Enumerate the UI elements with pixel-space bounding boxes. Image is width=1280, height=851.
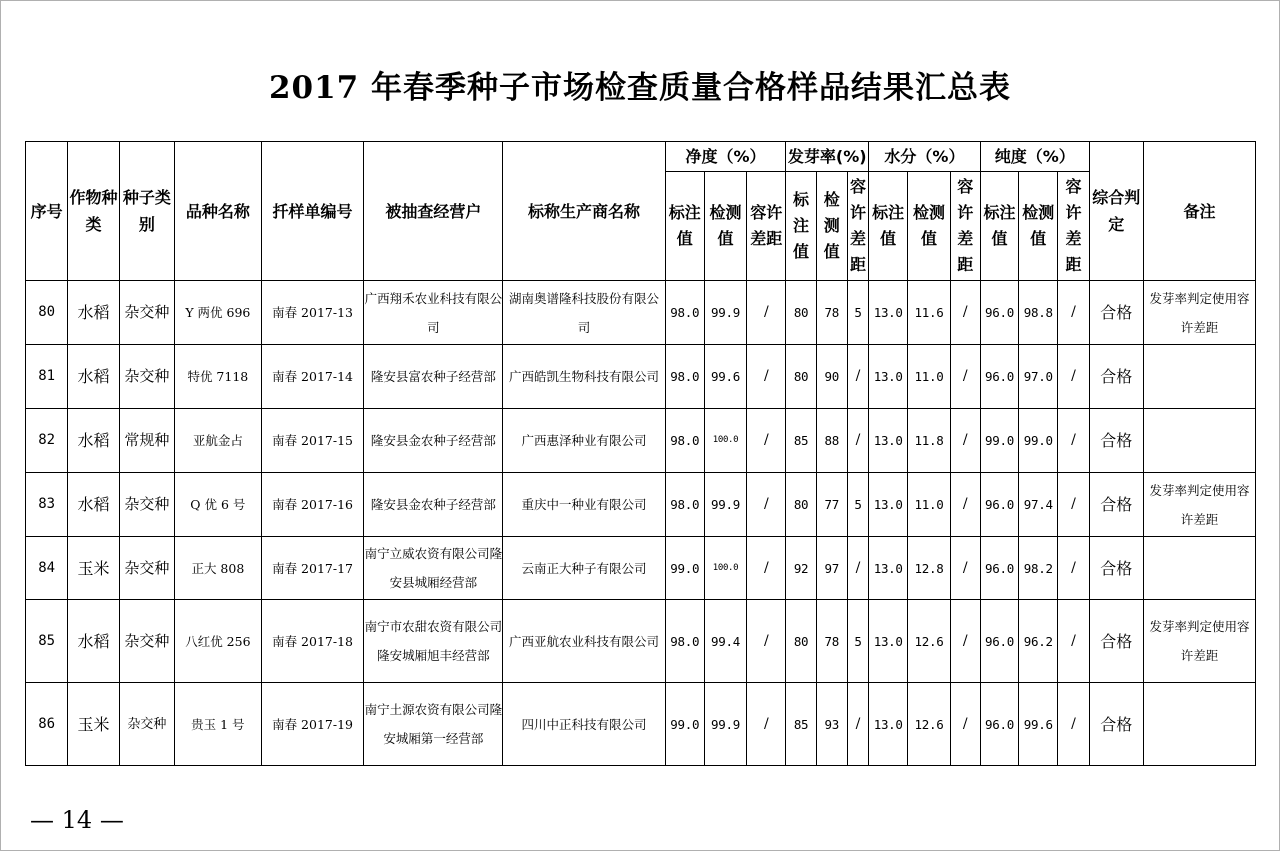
cell-purity-tolerance: /	[747, 409, 786, 473]
table-row	[26, 409, 1256, 473]
cell-genetic-purity-measured: 98.8	[1019, 281, 1058, 345]
cell-verdict: 合格	[1089, 473, 1143, 537]
cell-operator: 南宁土源农资有限公司隆安城厢第一经营部	[364, 683, 503, 766]
cell-genetic-purity-tolerance: /	[1058, 409, 1089, 473]
cell-sample-no: 南春 2017-19	[261, 683, 364, 766]
header-germination-tolerance: 容许差距	[847, 172, 868, 281]
cell-remarks	[1144, 537, 1256, 600]
cell-moisture-tolerance: /	[950, 683, 980, 766]
cell-verdict: 合格	[1089, 345, 1143, 409]
cell-purity-labeled: 98.0	[665, 345, 704, 409]
cell-seq: 86	[26, 683, 68, 766]
cell-sample-no: 南春 2017-13	[261, 281, 364, 345]
cell-genetic-purity-measured: 99.6	[1019, 683, 1058, 766]
cell-moisture-labeled: 13.0	[869, 345, 908, 409]
cell-variety: 特优 7118	[175, 345, 262, 409]
cell-moisture-labeled: 13.0	[869, 281, 908, 345]
cell-germination-measured: 78	[816, 600, 847, 683]
cell-sample-no: 南春 2017-14	[261, 345, 364, 409]
cell-germination-tolerance: 5	[847, 473, 868, 537]
cell-purity-measured: 99.9	[704, 683, 746, 766]
cell-genetic-purity-tolerance: /	[1058, 600, 1089, 683]
cell-germination-measured: 88	[816, 409, 847, 473]
cell-purity-tolerance: /	[747, 345, 786, 409]
cell-moisture-labeled: 13.0	[869, 683, 908, 766]
cell-germination-labeled: 92	[786, 537, 816, 600]
cell-genetic-purity-labeled: 96.0	[980, 683, 1018, 766]
page-title: 2017 年春季种子市场检查质量合格样品结果汇总表	[268, 70, 1012, 106]
header-seq: 序号	[26, 142, 68, 281]
cell-germination-labeled: 80	[786, 345, 816, 409]
cell-manufacturer: 广西皓凯生物科技有限公司	[503, 345, 665, 409]
header-row-group	[26, 142, 1256, 172]
cell-moisture-measured: 11.8	[908, 409, 950, 473]
cell-genetic-purity-measured: 97.4	[1019, 473, 1058, 537]
cell-seq: 84	[26, 537, 68, 600]
cell-germination-measured: 93	[816, 683, 847, 766]
cell-operator: 隆安县富农种子经营部	[364, 345, 503, 409]
footer-dash-right: —	[99, 806, 124, 834]
cell-purity-measured: 100.0	[704, 409, 746, 473]
cell-manufacturer: 重庆中一种业有限公司	[503, 473, 665, 537]
cell-germination-tolerance: /	[847, 345, 868, 409]
cell-moisture-measured: 11.6	[908, 281, 950, 345]
cell-remarks: 发芽率判定使用容许差距	[1144, 473, 1256, 537]
cell-germination-tolerance: /	[847, 683, 868, 766]
footer-dash-left: —	[30, 806, 54, 834]
page-number: 14	[61, 806, 93, 834]
cell-purity-measured: 99.6	[704, 345, 746, 409]
cell-crop: 水稻	[68, 281, 119, 345]
header-genetic-purity-group: 纯度（%）	[980, 142, 1089, 172]
cell-moisture-tolerance: /	[950, 600, 980, 683]
header-purity-group: 净度（%）	[665, 142, 786, 172]
cell-purity-labeled: 98.0	[665, 600, 704, 683]
cell-genetic-purity-labeled: 96.0	[980, 281, 1018, 345]
cell-category: 杂交种	[119, 345, 174, 409]
header-moisture-labeled: 标注值	[869, 172, 908, 281]
header-purity-labeled: 标注值	[665, 172, 704, 281]
cell-genetic-purity-measured: 97.0	[1019, 345, 1058, 409]
cell-moisture-measured: 11.0	[908, 473, 950, 537]
cell-category: 杂交种	[119, 473, 174, 537]
cell-operator: 广西翔禾农业科技有限公司	[364, 281, 503, 345]
cell-manufacturer: 四川中正科技有限公司	[503, 683, 665, 766]
cell-seq: 81	[26, 345, 68, 409]
header-moisture-measured: 检测值	[908, 172, 950, 281]
header-manufacturer: 标称生产商名称	[503, 142, 665, 281]
cell-category: 杂交种	[119, 683, 174, 766]
header-purity-measured: 检测值	[704, 172, 746, 281]
cell-germination-labeled: 80	[786, 473, 816, 537]
cell-verdict: 合格	[1089, 409, 1143, 473]
table-row	[26, 345, 1256, 409]
cell-operator: 隆安县金农种子经营部	[364, 409, 503, 473]
cell-variety: 亚航金占	[175, 409, 262, 473]
cell-verdict: 合格	[1089, 683, 1143, 766]
cell-purity-labeled: 99.0	[665, 537, 704, 600]
header-verdict: 综合判定	[1089, 142, 1143, 281]
header-genetic-purity-tolerance: 容许差距	[1058, 172, 1089, 281]
cell-variety: 贵玉 1 号	[175, 683, 262, 766]
cell-genetic-purity-labeled: 96.0	[980, 473, 1018, 537]
header-crop: 作物种类	[68, 142, 119, 281]
cell-purity-labeled: 99.0	[665, 683, 704, 766]
header-category: 种子类别	[119, 142, 174, 281]
cell-seq: 82	[26, 409, 68, 473]
cell-germination-measured: 78	[816, 281, 847, 345]
cell-genetic-purity-tolerance: /	[1058, 281, 1089, 345]
header-germination-labeled: 标注值	[786, 172, 816, 281]
cell-purity-labeled: 98.0	[665, 281, 704, 345]
cell-moisture-measured: 11.0	[908, 345, 950, 409]
cell-germination-tolerance: 5	[847, 600, 868, 683]
cell-remarks	[1144, 409, 1256, 473]
cell-manufacturer: 云南正大种子有限公司	[503, 537, 665, 600]
cell-genetic-purity-measured: 96.2	[1019, 600, 1058, 683]
header-remarks: 备注	[1144, 142, 1256, 281]
cell-purity-tolerance: /	[747, 281, 786, 345]
cell-germination-tolerance: /	[847, 409, 868, 473]
cell-manufacturer: 湖南奥谱隆科技股份有限公司	[503, 281, 665, 345]
cell-operator: 隆安县金农种子经营部	[364, 473, 503, 537]
cell-seq: 83	[26, 473, 68, 537]
header-germination-group: 发芽率(%)	[786, 142, 869, 172]
cell-moisture-tolerance: /	[950, 409, 980, 473]
cell-purity-measured: 99.9	[704, 473, 746, 537]
cell-purity-tolerance: /	[747, 683, 786, 766]
table-row	[26, 281, 1256, 345]
cell-germination-tolerance: /	[847, 537, 868, 600]
cell-purity-tolerance: /	[747, 473, 786, 537]
cell-genetic-purity-labeled: 99.0	[980, 409, 1018, 473]
cell-moisture-tolerance: /	[950, 537, 980, 600]
cell-moisture-tolerance: /	[950, 473, 980, 537]
header-moisture-tolerance: 容许差距	[950, 172, 980, 281]
header-sample-no: 扦样单编号	[261, 142, 364, 281]
cell-variety: Y 两优 696	[175, 281, 262, 345]
cell-moisture-labeled: 13.0	[869, 473, 908, 537]
cell-moisture-measured: 12.8	[908, 537, 950, 600]
cell-purity-measured: 100.0	[704, 537, 746, 600]
cell-germination-labeled: 80	[786, 281, 816, 345]
cell-crop: 水稻	[68, 345, 119, 409]
cell-category: 杂交种	[119, 281, 174, 345]
cell-genetic-purity-tolerance: /	[1058, 345, 1089, 409]
cell-sample-no: 南春 2017-15	[261, 409, 364, 473]
header-variety: 品种名称	[175, 142, 262, 281]
cell-moisture-labeled: 13.0	[869, 600, 908, 683]
header-genetic-purity-measured: 检测值	[1019, 172, 1058, 281]
cell-variety: Q 优 6 号	[175, 473, 262, 537]
header-operator: 被抽查经营户	[364, 142, 503, 281]
cell-remarks	[1144, 345, 1256, 409]
header-purity-tolerance: 容许差距	[747, 172, 786, 281]
cell-moisture-tolerance: /	[950, 281, 980, 345]
cell-category: 常规种	[119, 409, 174, 473]
cell-seq: 85	[26, 600, 68, 683]
cell-purity-labeled: 98.0	[665, 473, 704, 537]
cell-moisture-labeled: 13.0	[869, 537, 908, 600]
cell-verdict: 合格	[1089, 600, 1143, 683]
cell-manufacturer: 广西惠泽种业有限公司	[503, 409, 665, 473]
cell-moisture-measured: 12.6	[908, 683, 950, 766]
cell-purity-measured: 99.9	[704, 281, 746, 345]
cell-genetic-purity-labeled: 96.0	[980, 600, 1018, 683]
cell-genetic-purity-labeled: 96.0	[980, 345, 1018, 409]
cell-purity-labeled: 98.0	[665, 409, 704, 473]
cell-sample-no: 南春 2017-16	[261, 473, 364, 537]
cell-moisture-measured: 12.6	[908, 600, 950, 683]
table-row	[26, 473, 1256, 537]
cell-verdict: 合格	[1089, 537, 1143, 600]
cell-operator: 南宁市农甜农资有限公司隆安城厢旭丰经营部	[364, 600, 503, 683]
cell-genetic-purity-tolerance: /	[1058, 537, 1089, 600]
cell-germination-measured: 90	[816, 345, 847, 409]
page-number-footer	[30, 806, 124, 834]
cell-remarks: 发芽率判定使用容许差距	[1144, 281, 1256, 345]
cell-genetic-purity-tolerance: /	[1058, 473, 1089, 537]
cell-manufacturer: 广西亚航农业科技有限公司	[503, 600, 665, 683]
cell-category: 杂交种	[119, 600, 174, 683]
cell-category: 杂交种	[119, 537, 174, 600]
cell-germination-measured: 97	[816, 537, 847, 600]
cell-moisture-labeled: 13.0	[869, 409, 908, 473]
cell-variety: 八红优 256	[175, 600, 262, 683]
cell-genetic-purity-measured: 99.0	[1019, 409, 1058, 473]
table-row	[26, 537, 1256, 600]
cell-genetic-purity-labeled: 96.0	[980, 537, 1018, 600]
cell-variety: 正大 808	[175, 537, 262, 600]
cell-remarks	[1144, 683, 1256, 766]
cell-crop: 玉米	[68, 537, 119, 600]
cell-crop: 玉米	[68, 683, 119, 766]
cell-crop: 水稻	[68, 473, 119, 537]
cell-sample-no: 南春 2017-18	[261, 600, 364, 683]
cell-germination-labeled: 80	[786, 600, 816, 683]
cell-germination-measured: 77	[816, 473, 847, 537]
cell-purity-measured: 99.4	[704, 600, 746, 683]
cell-purity-tolerance: /	[747, 600, 786, 683]
cell-genetic-purity-tolerance: /	[1058, 683, 1089, 766]
cell-germination-tolerance: 5	[847, 281, 868, 345]
cell-germination-labeled: 85	[786, 409, 816, 473]
cell-seq: 80	[26, 281, 68, 345]
table-row	[26, 683, 1256, 766]
header-moisture-group: 水分（%）	[869, 142, 981, 172]
table-row	[26, 600, 1256, 683]
cell-verdict: 合格	[1089, 281, 1143, 345]
cell-genetic-purity-measured: 98.2	[1019, 537, 1058, 600]
cell-crop: 水稻	[68, 409, 119, 473]
cell-remarks: 发芽率判定使用容许差距	[1144, 600, 1256, 683]
cell-operator: 南宁立威农资有限公司隆安县城厢经营部	[364, 537, 503, 600]
cell-crop: 水稻	[68, 600, 119, 683]
header-genetic-purity-labeled: 标注值	[980, 172, 1018, 281]
result-table	[25, 141, 1256, 766]
cell-purity-tolerance: /	[747, 537, 786, 600]
header-germination-measured: 检测值	[816, 172, 847, 281]
cell-germination-labeled: 85	[786, 683, 816, 766]
cell-moisture-tolerance: /	[950, 345, 980, 409]
cell-sample-no: 南春 2017-17	[261, 537, 364, 600]
